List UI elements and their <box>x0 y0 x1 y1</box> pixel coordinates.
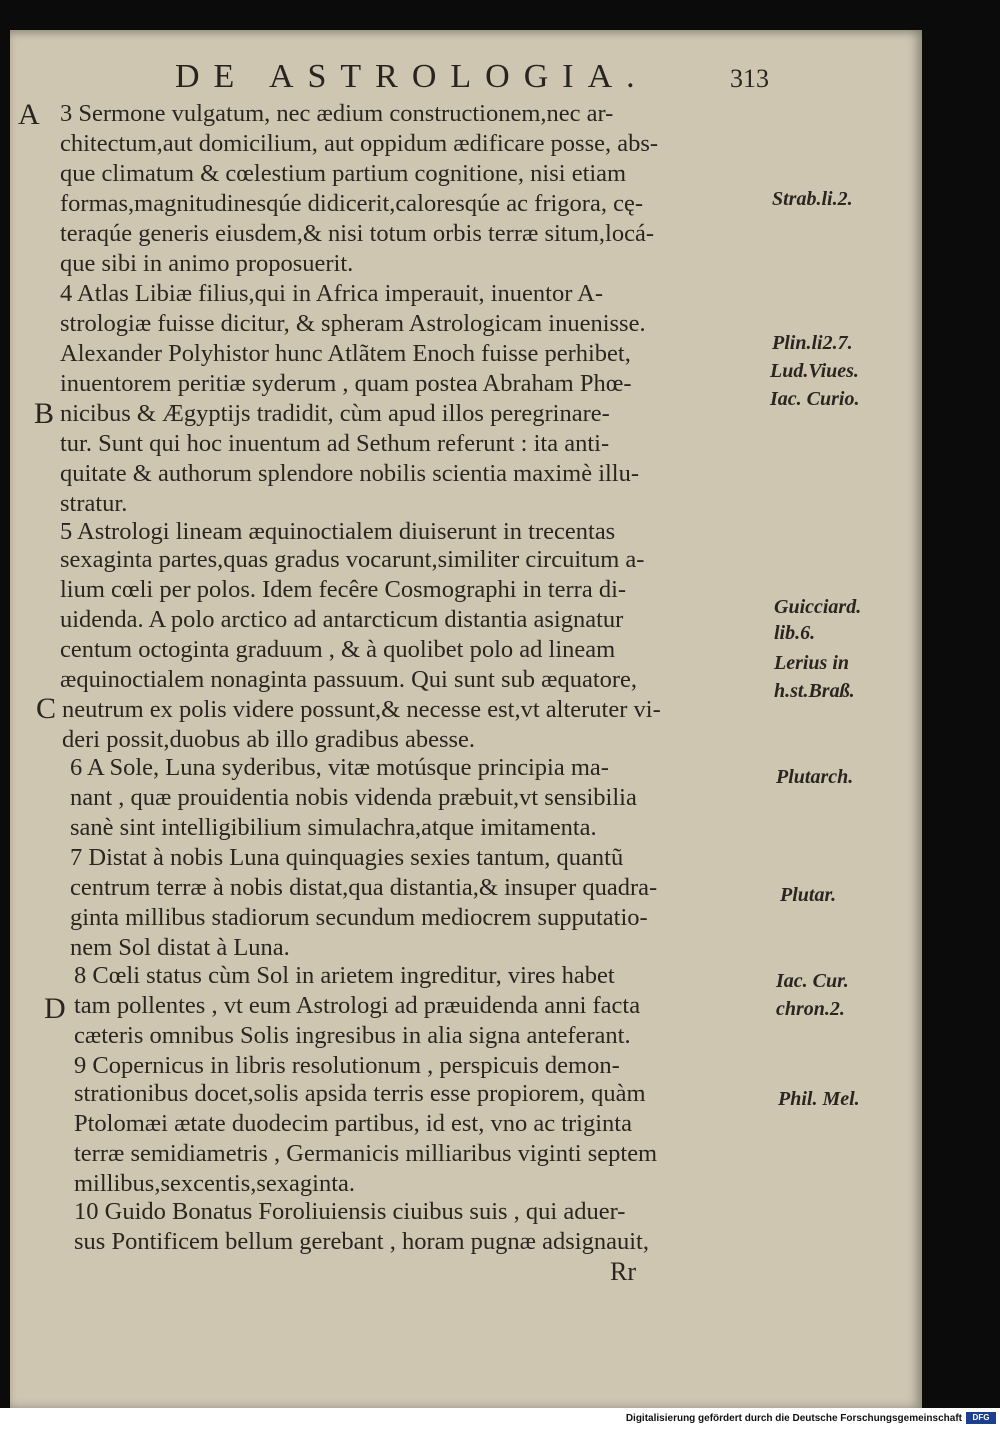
text-line: 4 Atlas Libiæ filius,qui in Africa imperauit, inuentor A- <box>60 280 604 307</box>
text-line: que sibi in animo proposuerit. <box>60 250 354 277</box>
section-letter-c: C <box>36 692 57 725</box>
margin-note: Lerius in <box>774 652 850 674</box>
text-line: 5 Astrologi lineam æquinoctialem diuiserunt in trecentas <box>60 518 616 545</box>
text-line: æquinoctialem nonaginta passuum. Qui sunt sub æquatore, <box>60 666 638 693</box>
text-line: sus Pontificem bellum gerebant , horam pugnæ adsignauit, <box>74 1228 649 1255</box>
text-line: lium cœli per polos. Idem fecêre Cosmographi in terra di- <box>60 576 627 603</box>
dfg-logo: DFG <box>966 1412 996 1424</box>
margin-note: Strab.li.2. <box>772 188 853 210</box>
margin-note: lib.6. <box>774 622 816 644</box>
text-line: neutrum ex polis videre possunt,& necesse est,vt alteruter vi- <box>62 696 661 723</box>
text-line: terræ semidiametris , Germanicis milliaribus viginti septem <box>74 1140 658 1167</box>
text-line: 7 Distat à nobis Luna quinquagies sexies tantum, quantũ <box>70 844 624 871</box>
section-letter-b: B <box>34 397 55 430</box>
text-line: tam pollentes , vt eum Astrologi ad præuidenda anni facta <box>74 992 641 1019</box>
margin-note: Plutarch. <box>776 766 854 788</box>
text-line: nant , quæ prouidentia nobis videnda præbuit,vt sensibilia <box>70 784 637 811</box>
text-line: 9 Copernicus in libris resolutionum , perspicuis demon- <box>74 1052 620 1079</box>
margin-note: Iac. Cur. <box>776 970 849 992</box>
text-line: strologiæ fuisse dicitur, & spheram Astrologicam inuenisse. <box>60 310 646 337</box>
text-line: nem Sol distat à Luna. <box>70 934 290 961</box>
section-letter-d: D <box>44 992 66 1025</box>
margin-note: Iac. Curio. <box>770 388 860 410</box>
margin-note: Plin.li2.7. <box>772 332 853 354</box>
text-line: inuentorem peritiæ syderum , quam postea Abraham Phœ- <box>60 370 632 397</box>
margin-note: Phil. Mel. <box>778 1088 860 1110</box>
text-line: sanè sint intelligibilium simulachra,atque imitamenta. <box>70 814 597 841</box>
text-line: stratur. <box>60 490 128 517</box>
footer-bar <box>0 1408 1000 1429</box>
text-line: cæteris omnibus Solis ingresibus in alia signa anteferant. <box>74 1022 631 1049</box>
margin-note: chron.2. <box>776 998 845 1020</box>
margin-note: Lud.Viues. <box>770 360 859 382</box>
footer-credit: Digitalisierung gefördert durch die Deutsche Forschungsgemeinschaft <box>625 1413 962 1424</box>
text-line: 3 Sermone vulgatum, nec ædium constructionem,nec ar- <box>60 100 614 127</box>
text-line: strationibus docet,solis apsida terris esse propiorem, quàm <box>74 1080 646 1107</box>
text-line: quitate & authorum splendore nobilis scientia maximè illu- <box>60 460 640 487</box>
section-letter-a: A <box>18 98 40 131</box>
margin-note: Plutar. <box>780 884 837 906</box>
text-line: chitectum,aut domicilium, aut oppidum ædificare posse, abs- <box>60 130 659 157</box>
text-line: uidenda. A polo arctico ad antarcticum distantia asignatur <box>60 606 624 633</box>
text-line: 6 A Sole, Luna syderibus, vitæ motúsque principia ma- <box>70 754 609 781</box>
text-line: 8 Cœli status cùm Sol in arietem ingreditur, vires habet <box>74 962 615 989</box>
text-line: ginta millibus stadiorum secundum mediocrem supputatio- <box>70 904 648 931</box>
text-line: centum octoginta graduum , & à quolibet polo ad lineam <box>60 636 616 663</box>
text-line: centrum terræ à nobis distat,qua distantia,& insuper quadra- <box>70 874 658 901</box>
margin-note: h.st.Braß. <box>774 680 855 702</box>
text-line: teraqúe generis eiusdem,& nisi totum orbis terræ situm,locá- <box>60 220 654 247</box>
text-line: Alexander Polyhistor hunc Atlãtem Enoch fuisse perhibet, <box>60 340 631 367</box>
text-line: que climatum & cœlestium partium cognitione, nisi etiam <box>60 160 627 187</box>
page-number: 313 <box>730 64 769 93</box>
text-line: millibus,sexcentis,sexaginta. <box>74 1170 356 1197</box>
margin-note: Guicciard. <box>774 596 862 618</box>
text-line: Ptolomæi ætate duodecim partibus, id est, vno ac triginta <box>74 1110 632 1137</box>
text-line: formas,magnitudinesqúe didicerit,caloresqúe ac frigora, cę- <box>60 190 643 217</box>
running-head: DE ASTROLOGIA. <box>175 58 649 95</box>
text-line: deri possit,duobus ab illo gradibus abesse. <box>62 726 476 753</box>
text-line: tur. Sunt qui hoc inuentum ad Sethum referunt : ita anti- <box>60 430 610 457</box>
text-line: 10 Guido Bonatus Foroliuiensis ciuibus suis , qui aduer- <box>74 1198 626 1225</box>
signature-mark: Rr <box>610 1257 636 1286</box>
text-line: nicibus & Ægyptijs tradidit, cùm apud illos peregrinare- <box>60 400 610 427</box>
text-line: sexaginta partes,quas gradus vocarunt,similiter circuitum a- <box>60 546 645 573</box>
